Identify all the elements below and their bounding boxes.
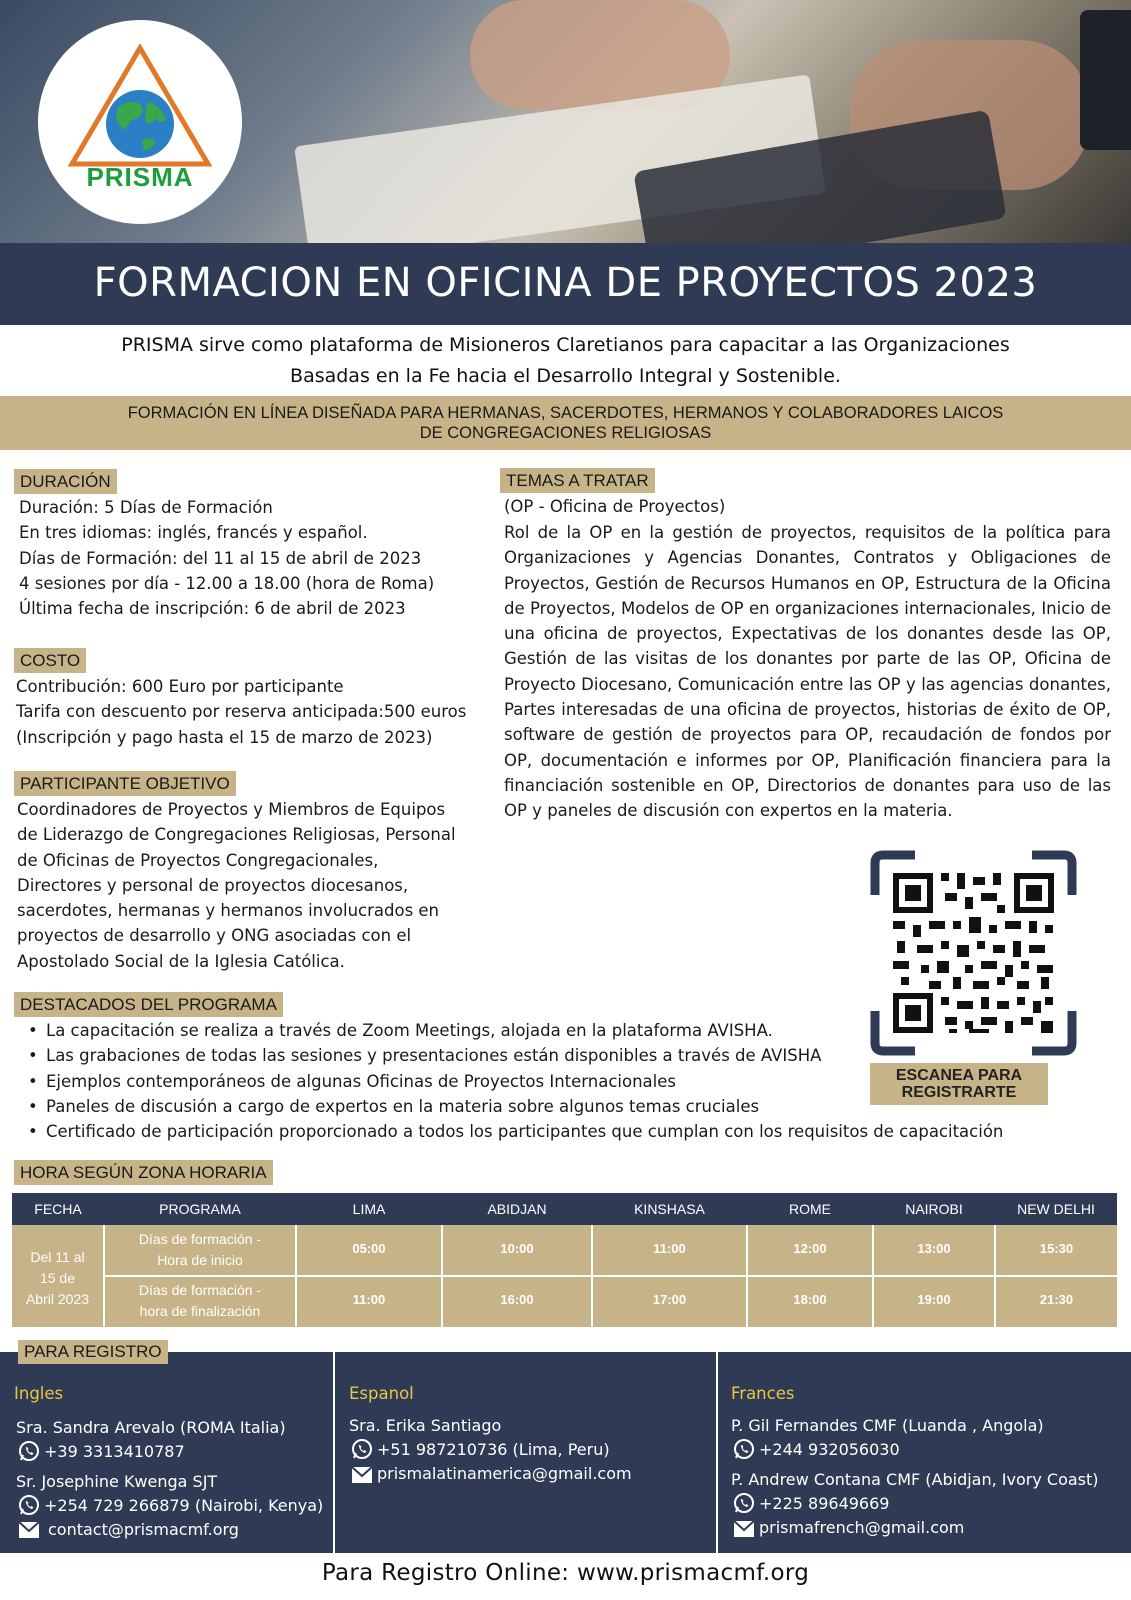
- fecha-cell: [12, 1247, 103, 1310]
- programa-cell: [105, 1280, 295, 1322]
- temas-subtitle: (OP - Oficina de Proyectos): [504, 497, 726, 516]
- costo-line: Tarifa con descuento por reserva anticipada:500 euros: [16, 702, 467, 722]
- fecha-line: 15 de: [39, 1270, 76, 1286]
- lang-ingles: Ingles: [14, 1384, 64, 1403]
- contact-phone[interactable]: +51 987210736 (Lima, Peru): [377, 1440, 610, 1459]
- logo-text: PRISMA: [86, 162, 194, 192]
- duracion-line: En tres idiomas: inglés, francés y español.: [19, 523, 368, 543]
- participante-line: de Liderazgo de Congregaciones Religiosas, Personal: [17, 825, 456, 845]
- col-nairobi: NAIROBI: [905, 1201, 963, 1217]
- costo-line: Contribución: 600 Euro por participante: [16, 677, 344, 696]
- col-lima: LIMA: [352, 1201, 386, 1217]
- whatsapp-icon: [733, 1492, 755, 1514]
- highlights-list: [24, 1018, 1104, 1144]
- whatsapp-icon: [733, 1438, 755, 1460]
- intro-text: [60, 330, 1071, 392]
- time-cell: 12:00: [793, 1241, 827, 1256]
- participante-line: proyectos de desarrollo y ONG asociadas con el: [17, 926, 412, 946]
- globe-triangle-icon: [68, 44, 212, 168]
- time-cell: 15:30: [1039, 1241, 1074, 1256]
- whatsapp-icon: [18, 1440, 40, 1462]
- prisma-logo: [38, 20, 242, 224]
- scan-label-line: ESCANEA PARA: [895, 1067, 1023, 1084]
- contact-phone[interactable]: +254 729 266879 (Nairobi, Kenya): [44, 1496, 324, 1515]
- participante-heading: PARTICIPANTE OBJETIVO: [14, 771, 236, 796]
- contact-name: Sr. Josephine Kwenga SJT: [16, 1472, 218, 1491]
- temas-text: Rol de la OP en la gestión de proyectos, requisitos de la política para Organizaciones y Agencias Donantes, Contratos y Obligaciones de Proyectos, Gestión de Recursos Humanos en OP, Estructura de la Oficina de Proyectos, Modelos de OP en organizaciones internacionales, Inicio de una oficina de proyectos, Expectativas de los donantes desde las OP, Gestión de las visitas de los donantes por parte de las OP, Oficina de Proyecto Diocesano, Comunicación entre las OP y las agencias donantes, Partes interesadas de una oficina de proyectos, historias de éxito de OP, software de gestión de proyectos para OP, recaudación de fondos por OP, documentación e informes por OP, Planificación financiera para la financiación sostenible en OP, Directorios de donantes para uso de las OP y paneles de discusión con expertos en la materia.: [504, 523, 1111, 821]
- lang-espanol: Espanol: [349, 1384, 414, 1403]
- title-bar: [0, 243, 1131, 325]
- time-cell: 16:00: [500, 1292, 534, 1307]
- band-line: FORMACIÓN EN LÍNEA DISEÑADA PARA HERMANAS, SACERDOTES, HERMANOS Y COLABORADORES LAICOS: [127, 404, 1004, 422]
- programa-cell: [105, 1229, 295, 1271]
- footer-registration-url[interactable]: Para Registro Online: www.prismacmf.org: [321, 1560, 810, 1586]
- time-cell: 11:00: [653, 1241, 686, 1256]
- contact-phone[interactable]: +225 89649669: [759, 1494, 890, 1513]
- col-fecha: FECHA: [34, 1201, 82, 1217]
- highlight-item: • Ejemplos contemporáneos de algunas Oficinas de Proyectos Internacionales: [24, 1069, 1104, 1094]
- col-abidjan: ABIDJAN: [487, 1201, 547, 1217]
- horario-heading: HORA SEGÚN ZONA HORARIA: [14, 1160, 273, 1185]
- highlight-item: • Paneles de discusión a cargo de expertos en la materia sobre algunos temas cruciales: [24, 1094, 1104, 1119]
- time-cell: 21:30: [1039, 1292, 1074, 1307]
- participante-line: sacerdotes, hermanas y hermanos involucrados en: [17, 901, 440, 921]
- participante-text: [17, 797, 456, 974]
- contact-phone[interactable]: +39 3313410787: [44, 1442, 185, 1461]
- contact-name: P. Gil Fernandes CMF (Luanda , Angola): [731, 1416, 1044, 1435]
- intro-line: Basadas en la Fe hacia el Desarrollo Integral y Sostenible.: [290, 365, 841, 387]
- costo-text: [16, 674, 466, 750]
- band-line: DE CONGREGACIONES RELIGIOSAS: [419, 424, 712, 442]
- contact-email[interactable]: prismafrench@gmail.com: [759, 1518, 965, 1537]
- participante-line: Apostolado Social de la Iglesia Católica.: [17, 951, 345, 971]
- email-icon: [734, 1521, 754, 1537]
- time-cell: 19:00: [917, 1292, 951, 1307]
- participante-line: de Oficinas de Proyectos Congregacionales,: [17, 850, 379, 870]
- page-title: FORMACION EN OFICINA DE PROYECTOS 2023: [93, 260, 1038, 306]
- highlight-item: • La capacitación se realiza a través de Zoom Meetings, alojada en la plataforma AVISHA.: [24, 1018, 1104, 1043]
- contact-name: P. Andrew Contana CMF (Abidjan, Ivory Coast): [731, 1470, 1099, 1489]
- highlight-item: • Las grabaciones de todas las sesiones y presentaciones están disponibles a través de AVISHA: [24, 1043, 1104, 1068]
- duracion-line: 4 sesiones por día - 12.00 a 18.00 (hora de Roma): [19, 573, 435, 593]
- contact-name: Sra. Sandra Arevalo (ROMA Italia): [16, 1418, 286, 1437]
- time-cell: 11:00: [352, 1292, 386, 1307]
- time-cell: 05:00: [352, 1241, 386, 1256]
- col-rome: ROME: [789, 1201, 831, 1217]
- contact-email[interactable]: contact@prismacmf.org: [48, 1520, 239, 1539]
- time-cell: 10:00: [500, 1241, 534, 1256]
- duracion-line: Duración: 5 Días de Formación: [19, 498, 273, 517]
- destacados-heading: DESTACADOS DEL PROGRAMA: [14, 992, 283, 1017]
- duracion-line: Última fecha de inscripción: 6 de abril de 2023: [19, 599, 406, 619]
- col-kinshasa: KINSHASA: [634, 1201, 705, 1217]
- audience-band: [0, 396, 1131, 450]
- registration-panel: [0, 1352, 1131, 1553]
- participante-line: Coordinadores de Proyectos y Miembros de Equipos: [17, 800, 446, 819]
- costo-line: (Inscripción y pago hasta el 15 de marzo de 2023): [16, 727, 433, 747]
- highlight-item: • Certificado de participación proporcionado a todos los participantes que cumplan con los requisitos de capacitación: [24, 1119, 1104, 1144]
- contact-name: Sra. Erika Santiago: [349, 1416, 502, 1435]
- table-body: [12, 1225, 1117, 1327]
- contact-phone[interactable]: +244 932056030: [759, 1440, 900, 1459]
- temas-heading: TEMAS A TRATAR: [500, 468, 655, 493]
- registro-heading: PARA REGISTRO: [18, 1340, 168, 1364]
- col-programa: PROGRAMA: [159, 1201, 241, 1217]
- scan-label-line: REGISTRARTE: [901, 1084, 1017, 1101]
- costo-heading: COSTO: [14, 648, 86, 673]
- fecha-line: Del 11 al: [30, 1249, 85, 1265]
- col-new-delhi: NEW DELHI: [1017, 1201, 1095, 1217]
- duracion-heading: DURACIÓN: [14, 469, 117, 494]
- programa-line: Días de formación -: [138, 1231, 262, 1247]
- whatsapp-icon: [18, 1494, 40, 1516]
- intro-line: PRISMA sirve como plataforma de Misioneros Claretianos para capacitar a las Organizaciones: [121, 334, 1010, 356]
- fecha-line: Abril 2023: [25, 1291, 90, 1307]
- duracion-text: [19, 495, 434, 621]
- time-cell: 18:00: [793, 1292, 827, 1307]
- participante-line: Directores y personal de proyectos diocesanos,: [17, 875, 409, 895]
- time-cell: 13:00: [917, 1241, 951, 1256]
- time-cell: 17:00: [652, 1292, 687, 1307]
- programa-line: hora de finalización: [139, 1303, 261, 1319]
- email-icon: [19, 1522, 39, 1538]
- contact-email[interactable]: prismalatinamerica@gmail.com: [377, 1464, 632, 1483]
- email-icon: [352, 1467, 372, 1483]
- whatsapp-icon: [351, 1438, 373, 1460]
- lang-frances: Frances: [731, 1384, 795, 1403]
- programa-line: Días de formación -: [138, 1282, 262, 1298]
- table-header: [12, 1193, 1117, 1225]
- duracion-line: Días de Formación: del 11 al 15 de abril de 2023: [19, 548, 422, 568]
- programa-line: Hora de inicio: [157, 1252, 243, 1268]
